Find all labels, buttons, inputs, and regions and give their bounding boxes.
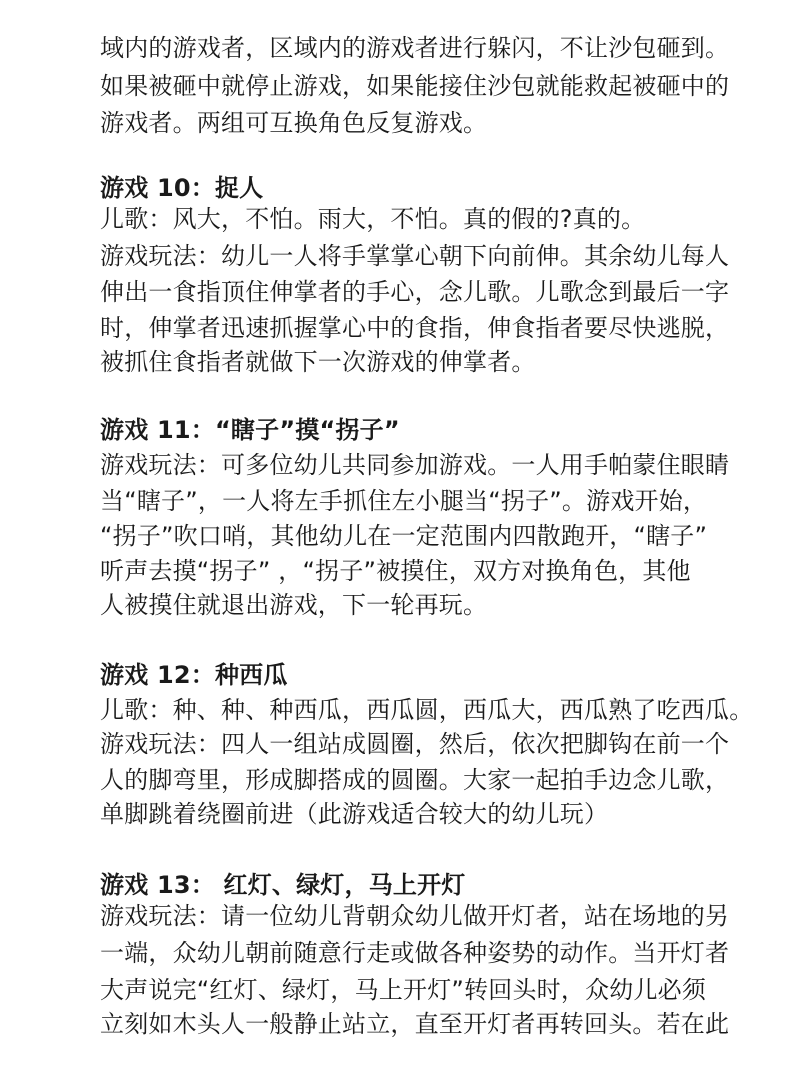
paragraph-line: 儿歌：风大，不怕。雨大，不怕。真的假的?真的。 [100, 205, 646, 233]
paragraph-line: 立刻如木头人一般静止站立，直至开灯者再转回头。若在此 [100, 1010, 730, 1038]
paragraph-line: 如果被砸中就停止游戏，如果能接住沙包就能救起被砸中的 [100, 72, 730, 100]
section-heading: 游戏 12：种西瓜 [100, 661, 288, 689]
paragraph-line: 游戏者。两组可互换角色反复游戏。 [100, 109, 488, 137]
section-heading: 游戏 10：捉人 [100, 174, 264, 202]
paragraph-line: 游戏玩法：可多位幼儿共同参加游戏。一人用手帕蒙住眼睛 [100, 451, 730, 479]
paragraph-line: 伸出一食指顶住伸掌者的手心，念儿歌。儿歌念到最后一字 [100, 278, 730, 306]
paragraph-line: 儿歌：种、种、种西瓜，西瓜圆，西瓜大，西瓜熟了吃西瓜。 [100, 696, 754, 724]
paragraph-line: 一端，众幼儿朝前随意行走或做各种姿势的动作。当开灯者 [100, 939, 730, 967]
paragraph-line: 域内的游戏者，区域内的游戏者进行躲闪，不让沙包砸到。 [100, 34, 730, 62]
paragraph-line: 时，伸掌者迅速抓握掌心中的食指，伸食指者要尽快逃脱， [100, 314, 730, 342]
paragraph-line: 游戏玩法：四人一组站成圆圈，然后，依次把脚钩在前一个 [100, 730, 730, 758]
paragraph-line: “拐子”吹口哨，其他幼儿在一定范围内四散跑开，“瞎子” [100, 522, 708, 550]
paragraph-line: 人被摸住就退出游戏，下一轮再玩。 [100, 591, 488, 619]
paragraph-line: 听声去摸“拐子” ，“拐子”被摸住，双方对换角色，其他 [100, 557, 691, 585]
paragraph-line: 游戏玩法：请一位幼儿背朝众幼儿做开灯者，站在场地的另 [100, 902, 730, 930]
paragraph-line: 大声说完“红灯、绿灯，马上开灯”转回头时，众幼儿必须 [100, 976, 707, 1004]
section-heading: 游戏 11：“瞎子”摸“拐子” [100, 416, 400, 444]
paragraph-line: 当“瞎子”，一人将左手抓住左小腿当“拐子”。游戏开始， [100, 487, 708, 515]
paragraph-line: 游戏玩法：幼儿一人将手掌掌心朝下向前伸。其余幼儿每人 [100, 242, 730, 270]
paragraph-line: 人的脚弯里，形成脚搭成的圆圈。大家一起拍手边念儿歌， [100, 766, 730, 794]
paragraph-line: 被抓住食指者就做下一次游戏的伸掌者。 [100, 348, 536, 376]
paragraph-line: 单脚跳着绕圈前进（此游戏适合较大的幼儿玩） [100, 800, 609, 828]
section-heading: 游戏 13： 红灯、绿灯，马上开灯 [100, 871, 466, 899]
